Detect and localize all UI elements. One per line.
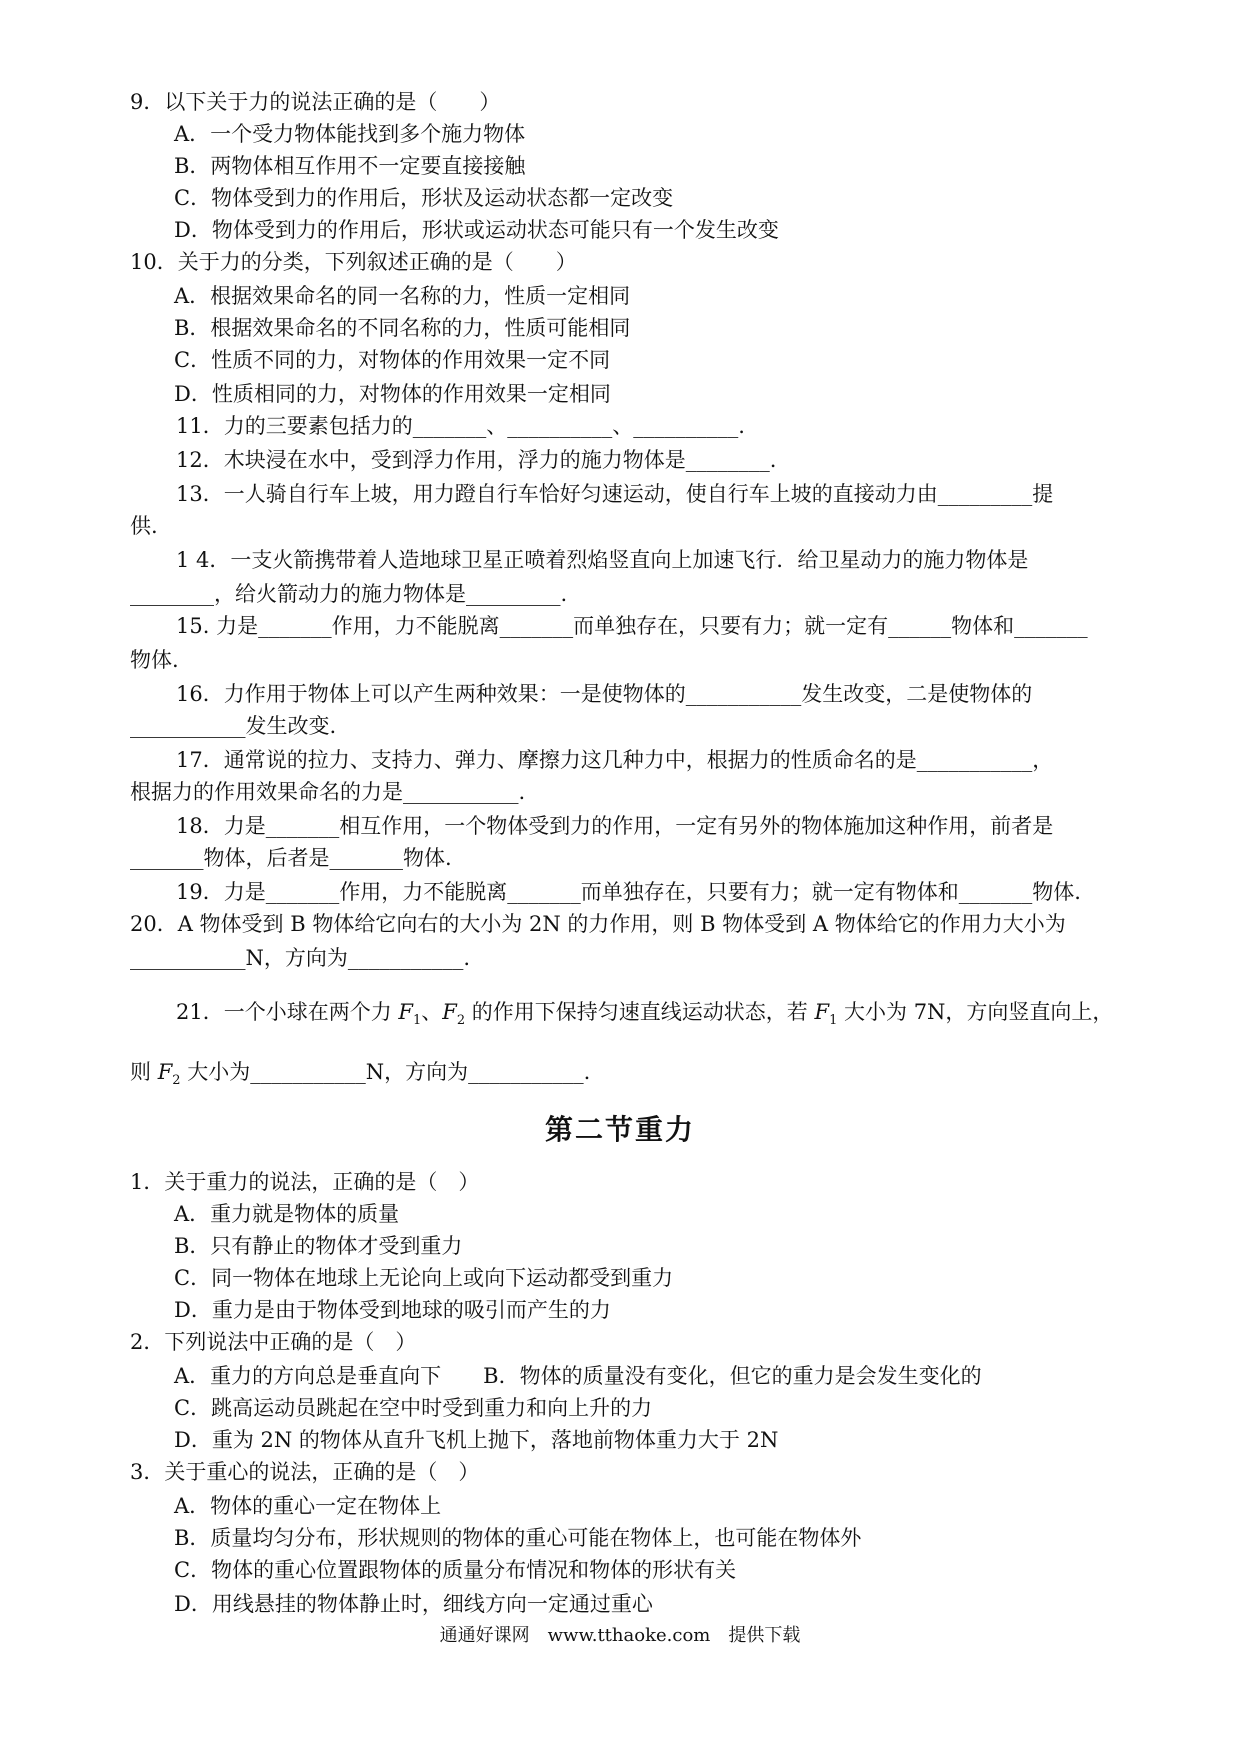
f1-symbol: F bbox=[398, 1000, 413, 1024]
s2-q1-stem: 1．关于重力的说法，正确的是（ ） bbox=[130, 1170, 480, 1194]
q15-line1: 15. 力是_______作用，力不能脱离_______而单独存在，只要有力；就一定有______物体和_______ bbox=[176, 614, 1088, 638]
q21-text: 的作用下保持匀速直线运动状态，若 bbox=[465, 1000, 815, 1024]
f1-subscript: 1 bbox=[412, 1013, 422, 1029]
q18-line1: 18．力是_______相互作用，一个物体受到力的作用，一定有另外的物体施加这种作用，前者是 bbox=[176, 814, 1054, 838]
s2-q2-stem: 2．下列说法中正确的是（ ） bbox=[130, 1330, 417, 1354]
q21-text: 大小为___________N，方向为___________. bbox=[180, 1060, 591, 1084]
q21-text: 21．一个小球在两个力 bbox=[176, 1000, 399, 1024]
s2-q1-option-b: B．只有静止的物体才受到重力 bbox=[174, 1234, 463, 1258]
q21-text: 、 bbox=[421, 1000, 443, 1024]
q10-option-b: B．根据效果命名的不同名称的力，性质可能相同 bbox=[174, 316, 631, 340]
s2-q3-option-c: C．物体的重心位置跟物体的质量分布情况和物体的形状有关 bbox=[174, 1558, 737, 1582]
f2-subscript: 2 bbox=[456, 1013, 466, 1029]
s2-q1-option-a: A．重力就是物体的质量 bbox=[174, 1202, 400, 1226]
s2-q1-option-c: C．同一物体在地球上无论向上或向下运动都受到重力 bbox=[174, 1266, 674, 1290]
f2-symbol: F bbox=[442, 1000, 457, 1024]
s2-q3-option-a: A．物体的重心一定在物体上 bbox=[174, 1494, 442, 1518]
s2-q2-option-c: C．跳高运动员跳起在空中时受到重力和向上升的力 bbox=[174, 1396, 653, 1420]
f1-symbol: F bbox=[814, 1000, 830, 1024]
q20-line2: ___________N，方向为___________. bbox=[130, 946, 471, 970]
q9-option-b: B．两物体相互作用不一定要直接接触 bbox=[174, 154, 526, 178]
q19: 19．力是_______作用，力不能脱离_______而单独存在，只要有力；就一定有物体和_______物体. bbox=[176, 880, 1081, 904]
s2-q1-option-d: D．重力是由于物体受到地球的吸引而产生的力 bbox=[174, 1298, 611, 1322]
f2-subscript: 2 bbox=[172, 1073, 181, 1089]
q21-text: 大小为 7N，方向竖直向上， bbox=[837, 1000, 1114, 1024]
q9-option-d: D．物体受到力的作用后，形状或运动状态可能只有一个发生改变 bbox=[174, 218, 779, 242]
s2-q2-option-ab: A．重力的方向总是垂直向下 B．物体的质量没有变化，但它的重力是会发生变化的 bbox=[174, 1364, 982, 1388]
q18-line2: _______物体，后者是_______物体. bbox=[130, 846, 452, 870]
q21-text: 则 bbox=[130, 1060, 158, 1084]
q16-line1: 16．力作用于物体上可以产生两种效果：一是使物体的___________发生改变，二是使物体的 bbox=[176, 682, 1033, 706]
q11: 11．力的三要素包括力的_______、__________、__________. bbox=[176, 414, 745, 438]
q21-line2 bbox=[130, 1058, 590, 1095]
f1-subscript: 1 bbox=[829, 1013, 838, 1029]
q17-line1: 17．通常说的拉力、支持力、弹力、摩擦力这几种力中，根据力的性质命名的是___________， bbox=[176, 748, 1054, 772]
q14-line1: 1 4．一支火箭携带着人造地球卫星正喷着烈焰竖直向上加速飞行．给卫星动力的施力物体是 bbox=[176, 548, 1029, 572]
q21-line1 bbox=[176, 998, 1113, 1035]
s2-q3-option-d: D．用线悬挂的物体静止时，细线方向一定通过重心 bbox=[174, 1592, 653, 1616]
q20-line1: 20．A 物体受到 B 物体给它向右的大小为 2N 的力作用，则 B 物体受到 A 物体给它的作用力大小为 bbox=[130, 912, 1066, 936]
section-title: 第二节重力 bbox=[544, 1113, 695, 1146]
q10-option-d: D．性质相同的力，对物体的作用效果一定相同 bbox=[174, 382, 611, 406]
q10-option-c: C．性质不同的力，对物体的作用效果一定不同 bbox=[174, 348, 611, 372]
q15-line2: 物体. bbox=[130, 648, 179, 672]
q13-line1: 13．一人骑自行车上坡，用力蹬自行车恰好匀速运动，使自行车上坡的直接动力由_________提 bbox=[176, 482, 1054, 506]
f2-symbol: F bbox=[157, 1060, 173, 1084]
q14-line2: ________，给火箭动力的施力物体是_________. bbox=[130, 582, 568, 606]
footer-source: 通通好课网 www.tthaoke.com 提供下载 bbox=[439, 1625, 801, 1646]
s2-q3-stem: 3．关于重心的说法，正确的是（ ） bbox=[130, 1460, 480, 1484]
q10-option-a: A．根据效果命名的同一名称的力，性质一定相同 bbox=[174, 284, 631, 308]
s2-q3-option-b: B．质量均匀分布，形状规则的物体的重心可能在物体上，也可能在物体外 bbox=[174, 1526, 862, 1550]
q9-stem: 9．以下关于力的说法正确的是（ ） bbox=[130, 90, 501, 114]
q16-line2: ___________发生改变. bbox=[130, 714, 337, 738]
q13-line2: 供. bbox=[130, 514, 158, 538]
q17-line2: 根据力的作用效果命名的力是___________. bbox=[130, 780, 526, 804]
s2-q2-option-d: D．重为 2N 的物体从直升飞机上抛下，落地前物体重力大于 2N bbox=[174, 1428, 779, 1452]
q9-option-a: A．一个受力物体能找到多个施力物体 bbox=[174, 122, 526, 146]
q9-option-c: C．物体受到力的作用后，形状及运动状态都一定改变 bbox=[174, 186, 674, 210]
q10-stem: 10．关于力的分类，下列叙述正确的是（ ） bbox=[130, 250, 577, 274]
q12: 12．木块浸在水中，受到浮力作用，浮力的施力物体是________. bbox=[176, 448, 777, 472]
